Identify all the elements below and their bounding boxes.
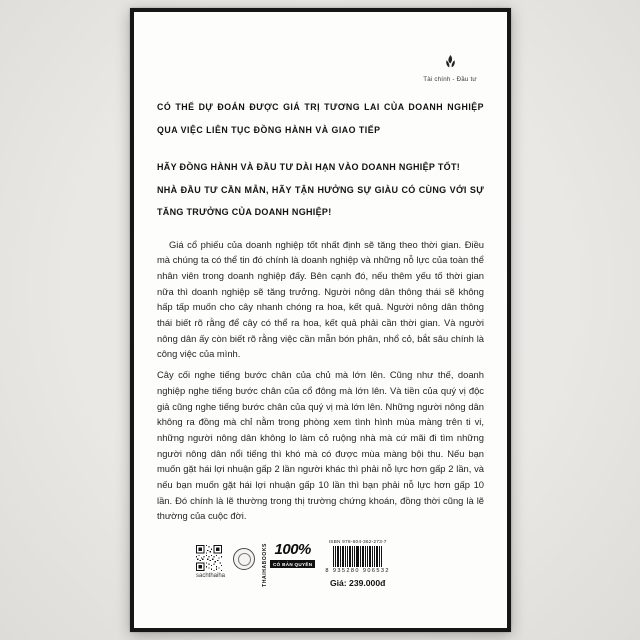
barcode-number: 8 935280 906532: [325, 568, 390, 574]
brand-name: THAIHABOOKS: [262, 543, 269, 587]
qr-code-icon: [196, 545, 222, 571]
body-text: [157, 237, 484, 525]
price: Giá: 239.000đ: [329, 578, 386, 588]
qr-label: sachthaiha: [196, 573, 226, 579]
circular-stamp-icon: [233, 548, 255, 570]
footer-row: [196, 540, 390, 588]
headline: CÓ THỂ DỰ ĐOÁN ĐƯỢC GIÁ TRỊ TƯƠNG LAI CỦA DOANH NGHIỆP QUA VIỆC LIÊN TỤC ĐỒNG HÀNH VÀ GIAO TIẾP: [157, 102, 484, 135]
copyright-percent: 100%: [274, 541, 311, 558]
subheadline-2: NHÀ ĐẦU TƯ CẦN MẪN, HÃY TẬN HƯỞNG SỰ GIÀU CÓ CÙNG VỚI SỰ TĂNG TRƯỞNG CỦA DOANH NGHIỆP!: [157, 184, 484, 217]
copyright-block: [270, 542, 315, 588]
copyright-label: CÓ BẢN QUYỀN: [270, 560, 315, 568]
category-label: Tài chính - Đầu tư: [423, 76, 477, 83]
qr-block: [196, 545, 225, 579]
body-paragraph-1: Giá cổ phiếu của doanh nghiệp tốt nhất định sẽ tăng theo thời gian. Điều mà chúng ta có thể tin đó chính là doanh nghiệp và những nỗ lực của toàn thể nhân viên trong doanh nghiệp đấy. Bên cạnh đó, nếu thêm yếu tố thời gian nữa thì doanh nghiệp sẽ tăng trưởng. Người nông dân thông thái sẽ không hấp tấp muốn cho cây nhanh chóng ra hoa, kết quả. Người nông dân thông thái biết rõ rằng để cây có thể ra hoa, kết quả phải cần thời gian. Và người nông dân ấy còn biết rõ rằng việc cần mẫn bón phân, nhổ cỏ, bắt sâu chính là công việc của mình.: [157, 238, 484, 360]
barcode-icon: [333, 546, 383, 567]
publisher-logo-icon: [444, 56, 457, 73]
barcode-block: [325, 540, 390, 588]
subheadline-1: HÃY ĐỒNG HÀNH VÀ ĐẦU TƯ DÀI HẠN VÀO DOANH NGHIỆP TỐT!: [157, 162, 461, 172]
publisher-mark: [421, 54, 479, 83]
book-back-cover: [130, 8, 511, 632]
body-paragraph-2: Cây cối nghe tiếng bước chân của chủ mà lớn lên. Cũng như thế, doanh nghiệp nghe tiếng bước chân của cổ đông mà lớn lên. Và tiền của quý vị độc giả cũng nghe tiếng bước chân của quý vị mà lớn lên. Những người nông dân không ra đồng mà chỉ nằm trong phòng xem tình hình mùa màng trên ti vi, những người nông dân không lo làm cỏ ruộng nhà mà cứ mãi đi tìm những người nông dân nổi tiếng thì khó mà có được mùa màng bội thu. Nếu bạn muốn gặt hái lợi nhuận gấp 2 lần người khác thì phải nỗ lực hơn gấp 2 lần, và nếu bạn muốn gặt hái lợi nhuận gấp 10 lần thì bạn phải nỗ lực hơn gấp 10 lần. Đó chính là lẽ thường trong thị trường chứng khoán, đồng thời cũng là lẽ thường của cuộc đời.: [157, 369, 484, 522]
isbn-text: ISBN 978-604-362-273-7: [328, 540, 387, 545]
thaihabooks-badge: [263, 542, 315, 588]
subheadlines: [157, 156, 484, 224]
stamp-inner-ring: [238, 553, 251, 566]
